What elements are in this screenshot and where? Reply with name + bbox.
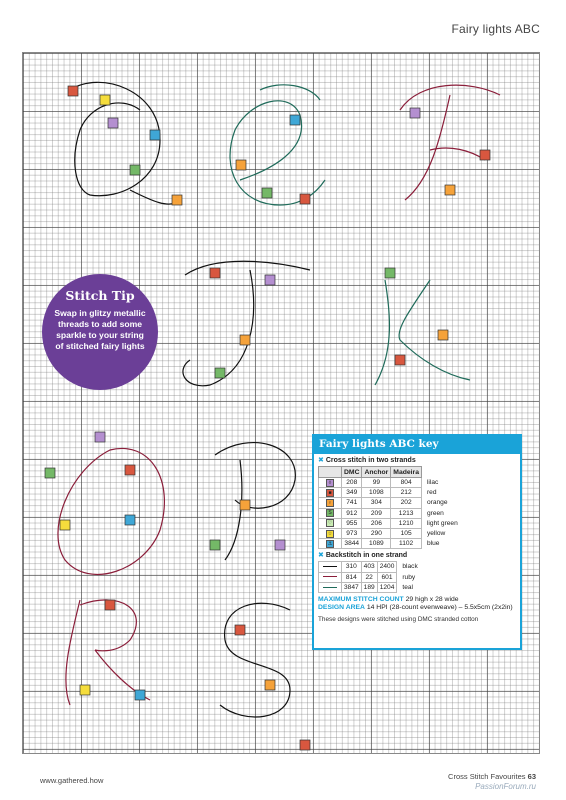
footer-watermark: PassionForum.ru (475, 782, 536, 791)
thread-symbol-icon: ♀ (326, 499, 334, 507)
backstitch-symbol-cell (319, 572, 342, 582)
anchor-code: 304 (362, 498, 391, 508)
design-area: DESIGN AREA 14 HPI (28-count evenweave) – 5.5x5cm (2x2in) (318, 604, 513, 612)
page-header-title: Fairy lights ABC (451, 22, 540, 36)
thread-row (319, 528, 461, 538)
letter-k-motif (375, 280, 470, 385)
footer-magazine: Cross Stitch Favourites (448, 772, 526, 781)
thread-row (319, 498, 461, 508)
backstitch-row (319, 582, 421, 592)
thread-symbol-icon: ♡ (327, 520, 333, 527)
thread-row (319, 478, 461, 488)
stitch-tip-body: Swap in glitzy metallic threads to add some sparkle to your string of stitched fairy lights (54, 308, 146, 351)
thread-key-panel (312, 434, 522, 650)
madeira-code: 1213 (391, 508, 422, 518)
thread-colour-name: red (426, 489, 437, 497)
thread-colour-name: orange (426, 499, 448, 507)
stitch-tip-title: Stitch Tip (65, 288, 135, 303)
dmc-code: 3847 (342, 582, 362, 592)
footer-page-number: 63 (527, 772, 536, 781)
madeira-code: 105 (391, 528, 422, 538)
backstitch-thread-table (318, 561, 421, 593)
backstitch-symbol-cell (319, 582, 342, 592)
anchor-code: 189 (361, 582, 377, 592)
thread-colour-name: lilac (426, 479, 439, 487)
key-notes (314, 593, 520, 613)
thread-symbol-icon: ◊ (326, 479, 334, 487)
letter-r-motif (66, 600, 150, 705)
dmc-code: 208 (342, 478, 362, 488)
dmc-code: 912 (342, 508, 362, 518)
letter-e-motif (230, 85, 325, 205)
backstitch-line-icon (323, 587, 337, 588)
thread-symbol-cell (319, 478, 342, 488)
backstitch-row (319, 572, 421, 582)
cross-stitch-rows (319, 478, 461, 549)
letter-f-motif (400, 85, 500, 200)
anchor-code: 1098 (362, 488, 391, 498)
dmc-code: 973 (342, 528, 362, 538)
letter-q-motif (70, 82, 180, 204)
dmc-code: 310 (342, 562, 362, 572)
dmc-code: 3844 (342, 539, 362, 549)
backstitch-rows (319, 562, 421, 593)
madeira-code: 1102 (391, 539, 422, 549)
thread-row (319, 508, 461, 518)
key-title: Fairy lights ABC key (314, 436, 520, 454)
thread-symbol-cell (319, 508, 342, 518)
thread-row (319, 488, 461, 498)
dmc-code: 814 (342, 572, 362, 582)
backstitch-line-icon (323, 576, 337, 577)
backstitch-section-heading: ✖ Backstitch in one strand (318, 552, 408, 560)
anchor-code: 209 (362, 508, 391, 518)
madeira-code: 601 (377, 572, 397, 582)
cross-icon: ✖ (318, 457, 324, 464)
thread-symbol-cell (319, 539, 342, 549)
anchor-code: 403 (361, 562, 377, 572)
footer-right (448, 772, 536, 792)
thread-symbol-cell (319, 498, 342, 508)
thread-row (319, 518, 461, 528)
anchor-code: 22 (361, 572, 377, 582)
thread-colour-name: green (426, 509, 444, 517)
madeira-code: 1210 (391, 518, 422, 528)
cross-stitch-thread-table (318, 466, 461, 549)
anchor-code: 206 (362, 518, 391, 528)
dmc-code: 349 (342, 488, 362, 498)
anchor-col-header: Anchor (362, 467, 391, 478)
thread-symbol-cell (319, 528, 342, 538)
thread-symbol-icon: S (326, 509, 334, 517)
anchor-code: 1089 (362, 539, 391, 549)
sym-col-header (319, 467, 342, 478)
thread-colour-name: teal (402, 583, 413, 591)
thread-colour-name: blue (426, 540, 440, 548)
thread-symbol-cell (319, 488, 342, 498)
cross-stitch-section-heading: ✖ Cross stitch in two strands (318, 457, 416, 464)
madeira-code: 212 (391, 488, 422, 498)
thread-symbol-icon: ■ (326, 489, 334, 497)
backstitch-row (319, 562, 421, 572)
key-footnote: These designs were stitched using DMC stranded cotton (318, 616, 479, 624)
thread-symbol-cell (319, 518, 342, 528)
thread-row (319, 539, 461, 549)
letter-o-motif (58, 448, 164, 574)
dmc-col-header: DMC (342, 467, 362, 478)
letter-j-motif (183, 261, 310, 386)
madeira-code: 202 (391, 498, 422, 508)
backstitch-line-icon (323, 566, 337, 567)
footer-website: www.gathered.how (40, 776, 104, 785)
cross-icon: ✖ (318, 552, 324, 560)
madeira-col-header: Madeira (391, 467, 422, 478)
letter-s-motif (220, 603, 290, 717)
backstitch-symbol-cell (319, 562, 342, 572)
thread-colour-name: ruby (402, 573, 416, 581)
thread-colour-name: yellow (426, 530, 446, 538)
anchor-code: 99 (362, 478, 391, 488)
madeira-code: 804 (391, 478, 422, 488)
madeira-code: 1204 (377, 582, 397, 592)
thread-symbol-icon: ☆ (327, 530, 333, 537)
max-stitch-count: MAXIMUM STITCH COUNT 29 high x 28 wide (318, 595, 459, 603)
thread-symbol-icon: ⚓ (327, 540, 333, 547)
thread-colour-name: light green (426, 519, 458, 527)
dmc-code: 955 (342, 518, 362, 528)
anchor-code: 290 (362, 528, 391, 538)
dmc-code: 741 (342, 498, 362, 508)
thread-colour-name: black (402, 563, 418, 571)
stitch-tip-badge (42, 274, 158, 390)
madeira-code: 2400 (377, 562, 397, 572)
